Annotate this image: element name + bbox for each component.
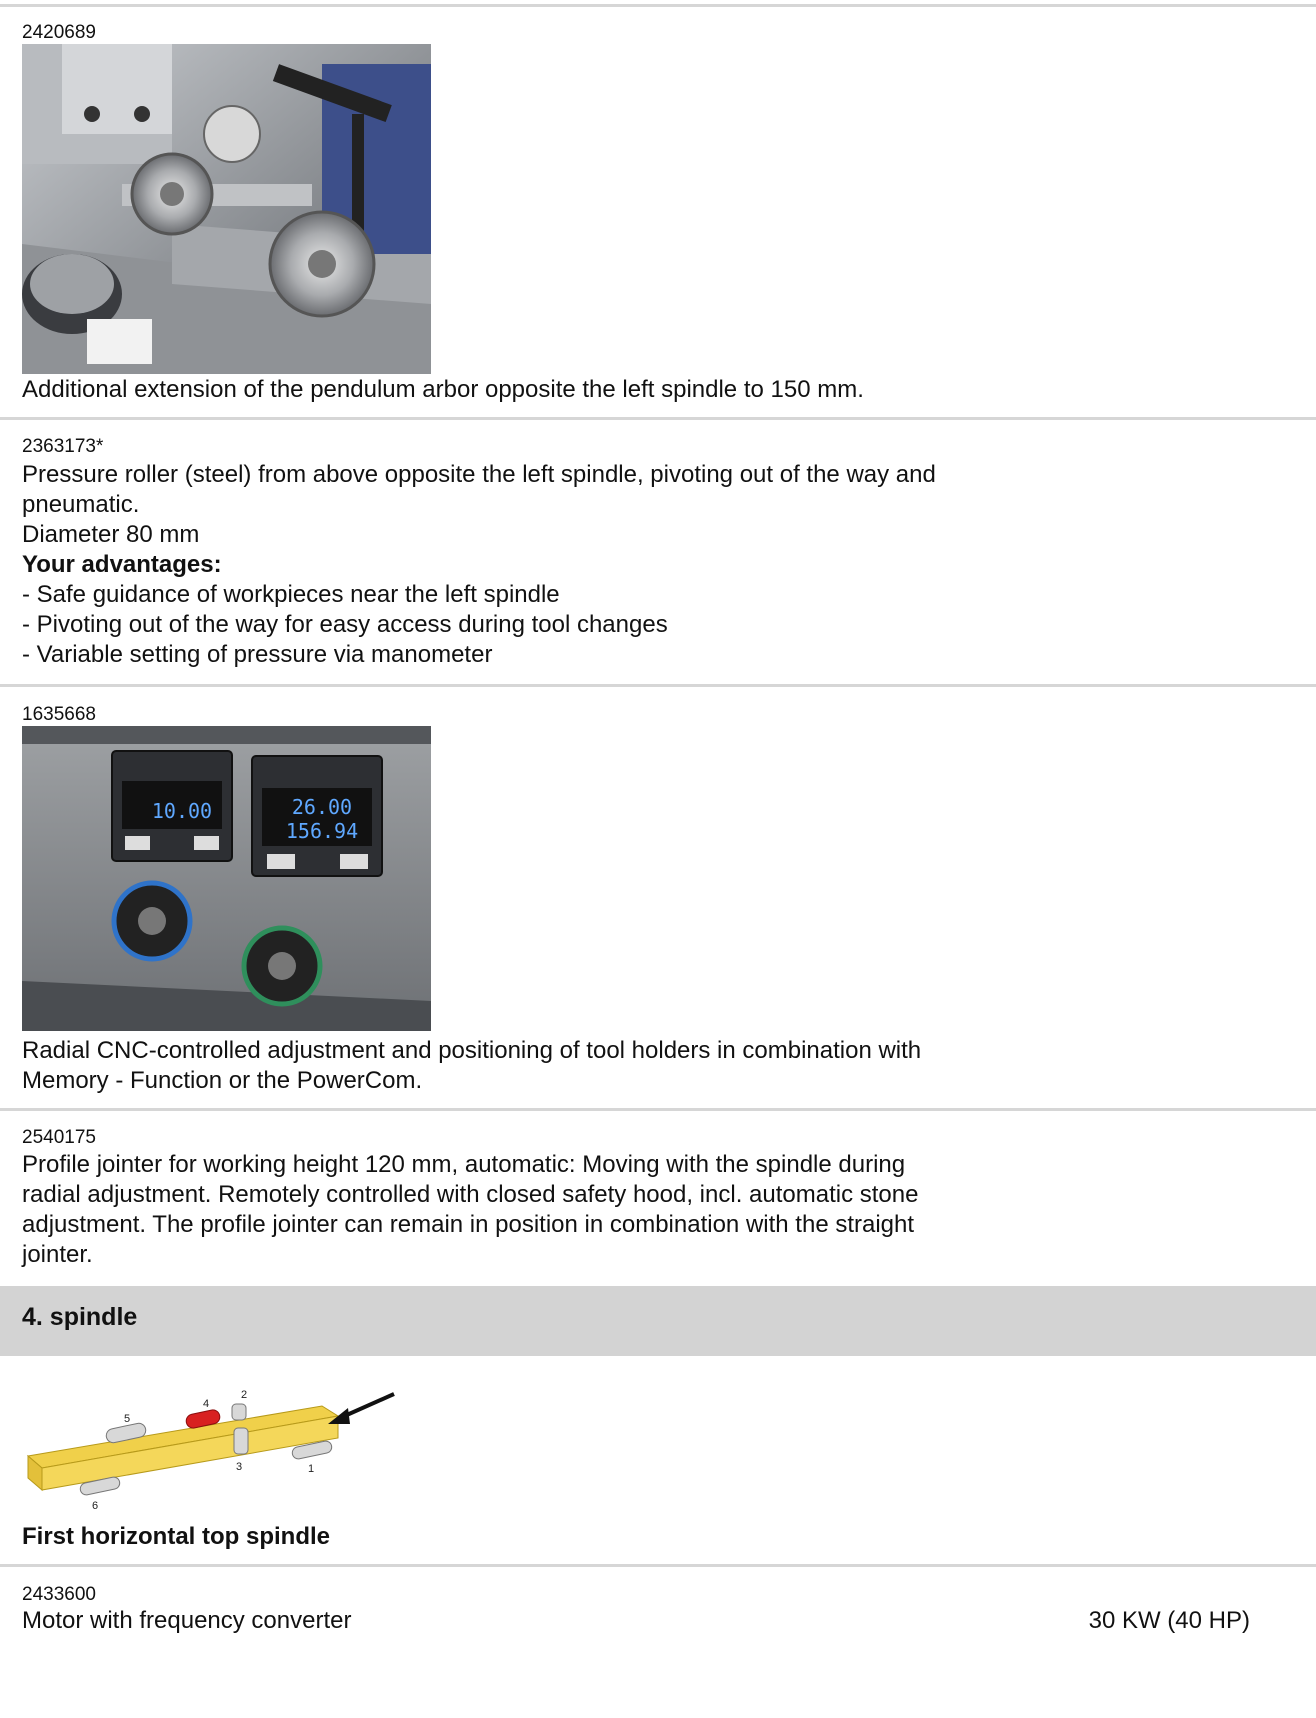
display-right-value-1: 26.00 <box>291 795 353 819</box>
item-description: Motor with frequency converter <box>22 1607 352 1634</box>
article-number: 2363173* <box>22 436 104 457</box>
display-right-value-2: 156.94 <box>285 819 359 843</box>
spindle-label-6: 6 <box>92 1500 99 1512</box>
spindle-label-2: 2 <box>241 1389 248 1401</box>
spindle-label-4: 4 <box>203 1398 210 1410</box>
divider <box>0 684 1316 687</box>
description-line: Diameter 80 mm <box>22 521 200 548</box>
divider <box>0 4 1316 7</box>
motor-power-value: 30 KW (40 HP) <box>1088 1607 1250 1634</box>
description-line: Pressure roller (steel) from above opposite the left spindle, pivoting out of the way and <box>22 461 936 488</box>
article-number: 2540175 <box>22 1127 96 1148</box>
advantage-item: - Variable setting of pressure via manometer <box>22 641 493 668</box>
description-line: Memory - Function or the PowerCom. <box>22 1067 423 1094</box>
description-line: pneumatic. <box>22 491 140 518</box>
advantage-item: - Safe guidance of workpieces near the left spindle <box>22 581 560 608</box>
spindle-layout-diagram <box>22 1384 402 1514</box>
item-description <box>22 460 1022 670</box>
spindle-label-1: 1 <box>308 1463 315 1475</box>
cnc-display-photo <box>22 726 431 1031</box>
advantages-heading: Your advantages: <box>22 551 222 578</box>
divider <box>0 1564 1316 1567</box>
spindle-label-5: 5 <box>124 1413 131 1425</box>
article-number: 2420689 <box>22 22 96 43</box>
description-line: Radial CNC-controlled adjustment and positioning of tool holders in combination with <box>22 1037 922 1064</box>
item-description <box>22 1036 1022 1096</box>
section-title: 4. spindle <box>22 1303 138 1331</box>
divider <box>0 417 1316 420</box>
display-left-value: 10.00 <box>151 799 213 823</box>
pendulum-arbor-photo <box>22 44 431 374</box>
description-line: radial adjustment. Remotely controlled with closed safety hood, incl. automatic stone <box>22 1181 919 1208</box>
item-description <box>22 1150 1022 1270</box>
article-number: 1635668 <box>22 704 96 725</box>
article-number: 2433600 <box>22 1584 96 1605</box>
section-header-bar <box>0 1286 1316 1356</box>
item-description: Additional extension of the pendulum arbor opposite the left spindle to 150 mm. <box>22 376 864 403</box>
divider <box>0 1108 1316 1111</box>
spindle-label-3: 3 <box>236 1461 243 1473</box>
diagram-caption: First horizontal top spindle <box>22 1523 330 1550</box>
description-line: adjustment. The profile jointer can remain in position in combination with the straight <box>22 1211 915 1238</box>
description-line: jointer. <box>22 1241 93 1268</box>
description-line: Profile jointer for working height 120 mm, automatic: Moving with the spindle during <box>22 1151 906 1178</box>
advantage-item: - Pivoting out of the way for easy access during tool changes <box>22 611 668 638</box>
